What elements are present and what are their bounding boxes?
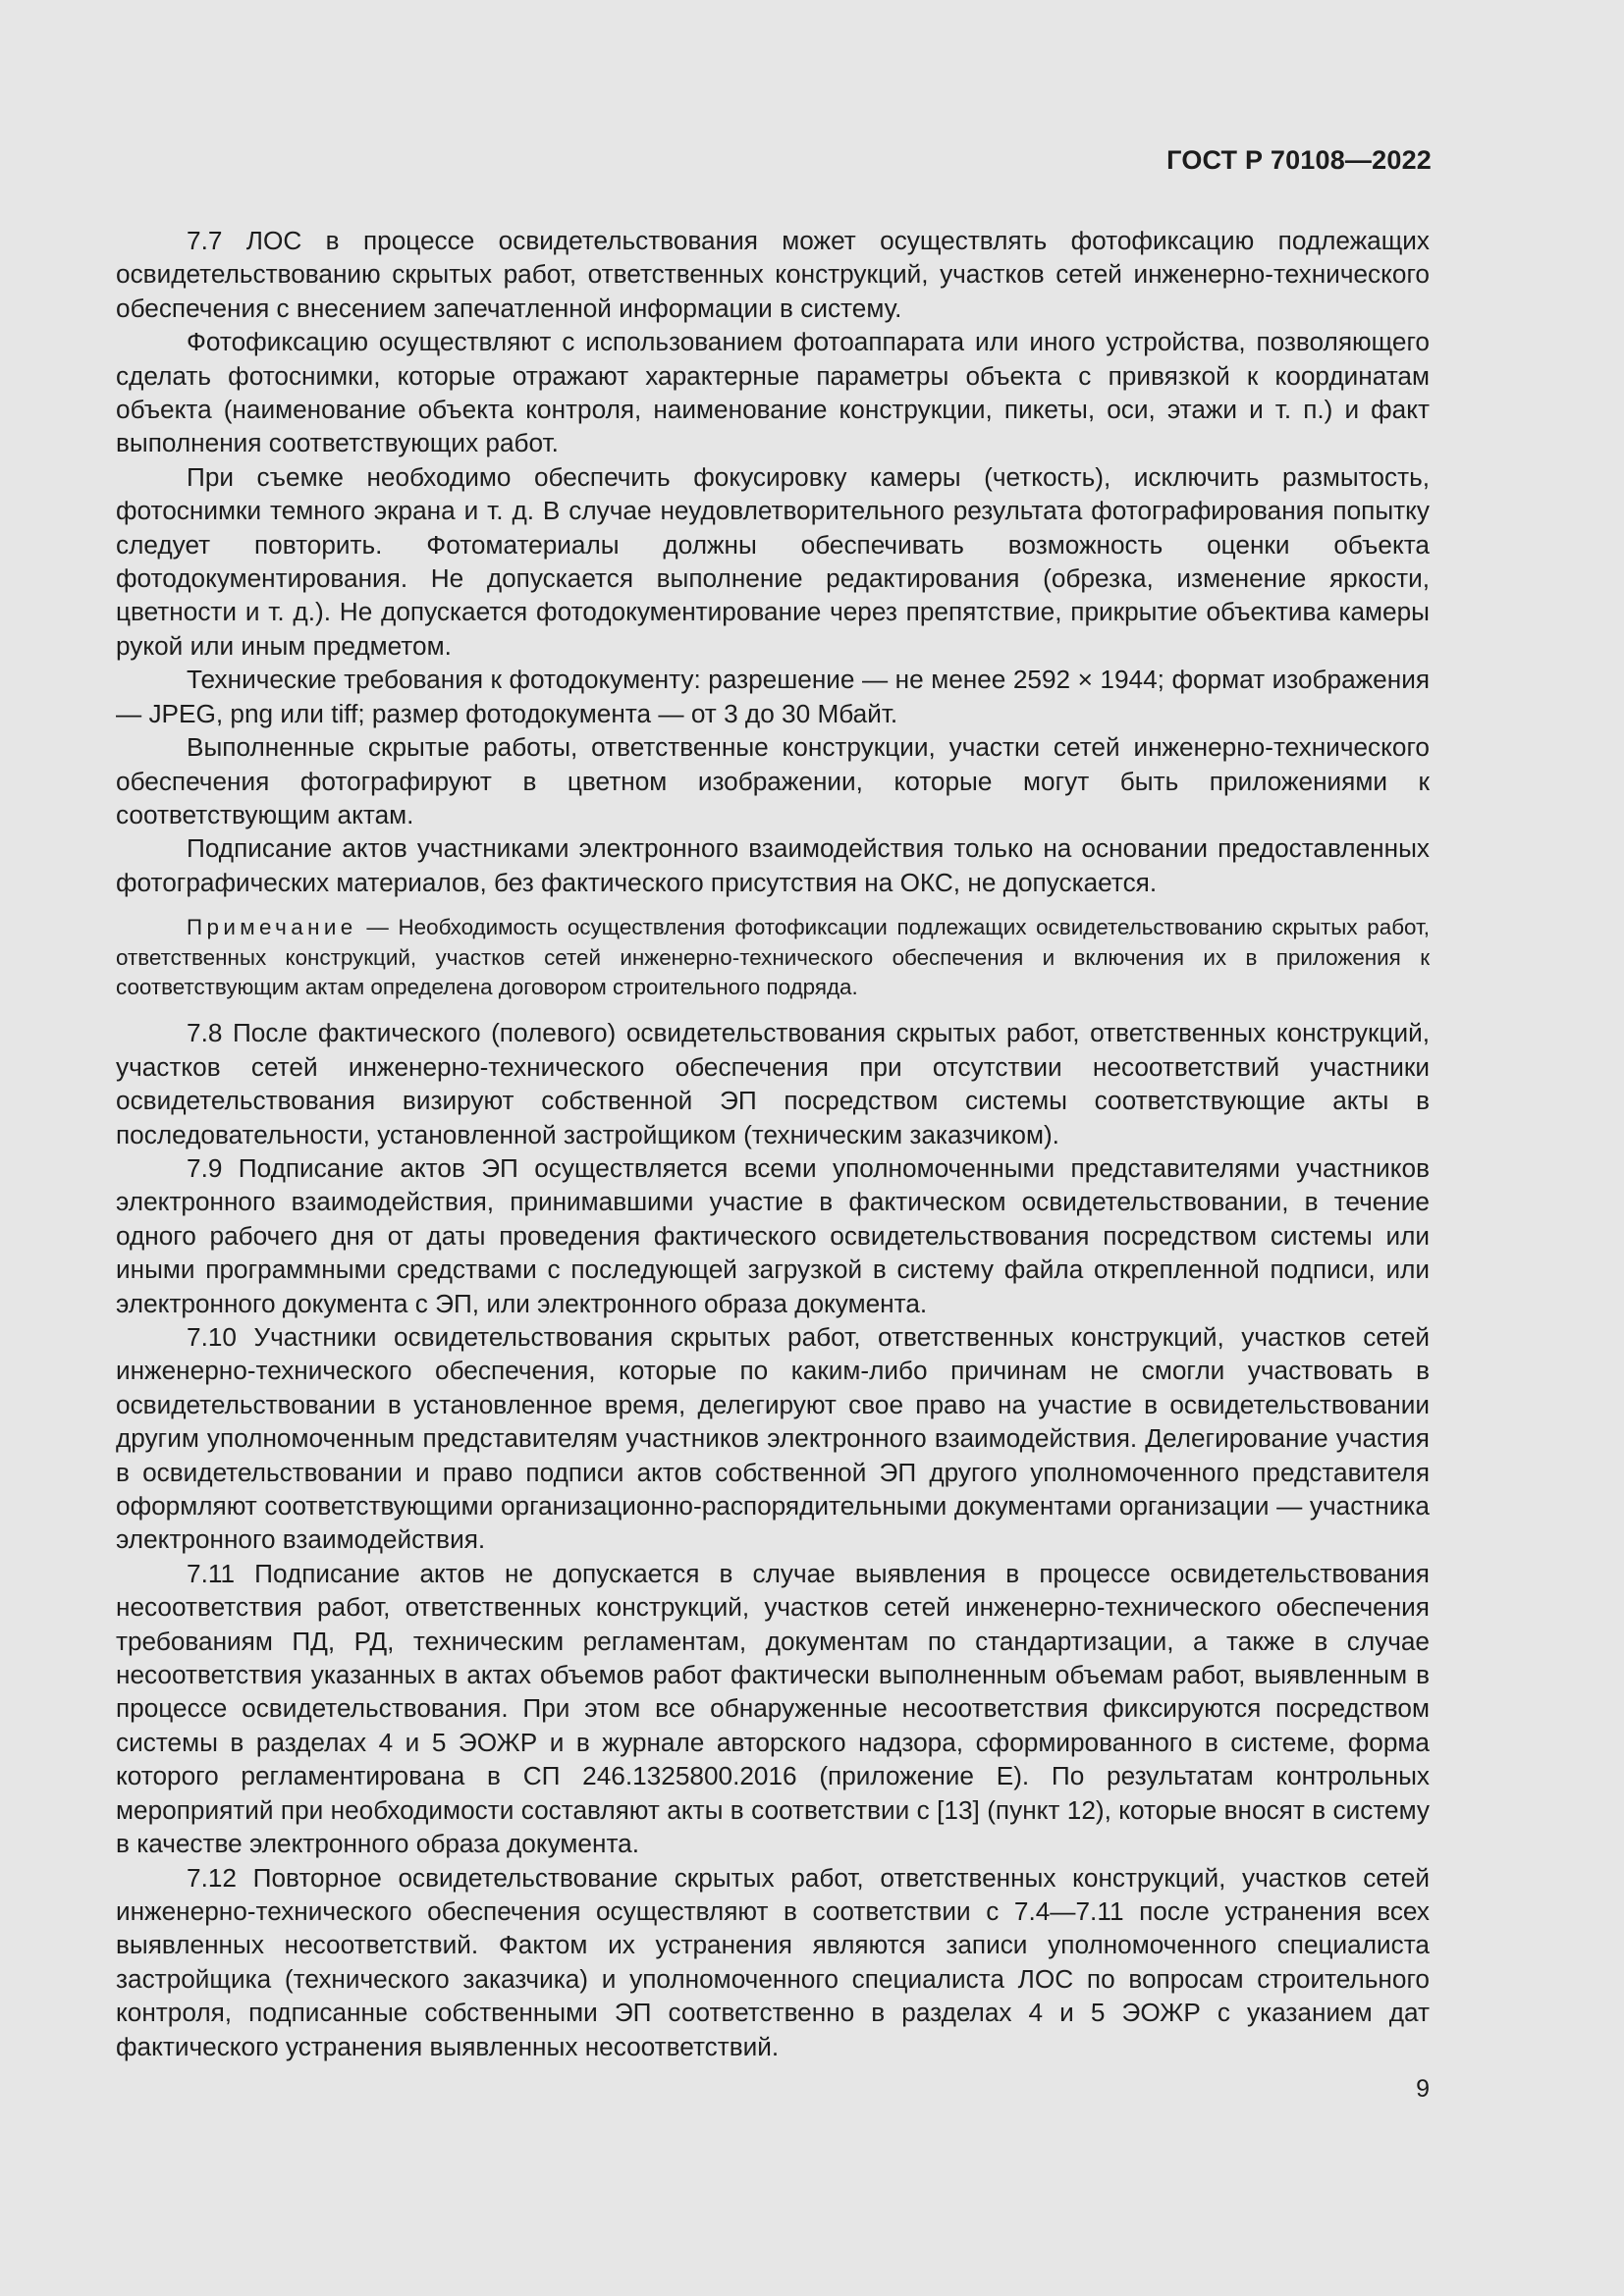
page-number: 9 [1416,2075,1430,2103]
paragraph-7-11: 7.11 Подписание актов не допускается в случае выявления в процессе освидетельствования несоответствия работ, ответственных конструкций, участков сетей инженерно-технического обеспечения требованиям ПД, РД, техническим регламентам, документам по стандартизации, а также в случае несоответствия указанных в актах объемов работ фактически выполненным объемам работ, выявленным в процессе освидетельствования. При этом все обнаруженные несоответствия фиксируются посредством системы в разделах 4 и 5 ЭОЖР и в журнале авторского надзора, сформированного в системе, форма которого регламентирована в СП 246.1325800.2016 (приложение Е). По результатам контрольных мероприятий при необходимости составляют акты в соответствии с [13] (пункт 12), которые вносят в систему в качестве электронного образа документа. [116,1558,1430,1859]
paragraph-7-10: 7.10 Участники освидетельствования скрытых работ, ответственных конструкций, участков сетей инженерно-технического обеспечения, которые по каким-либо причинам не смогли участвовать в освидетельствовании в установленное время, делегируют свое право на участие в освидетельствовании другим уполномоченным представителям участников электронного взаимодействия. Делегирование участия в освидетельствовании и право подписи актов собственной ЭП другого уполномоченного представителя оформляют соответствующими организационно-распорядительными документами организации — участника электронного взаимодействия. [116,1322,1430,1555]
paragraph-7-8: 7.8 После фактического (полевого) освидетельствования скрытых работ, ответственных конструкций, участков сетей инженерно-технического обеспечения при отсутствии несоответствий участники освидетельствования визируют собственной ЭП посредством системы соответствующие акты в последовательности, установленной застройщиком (техническим заказчиком). [116,1018,1430,1149]
paragraph-signing-restriction: Подписание актов участниками электронного взаимодействия только на основании предоставленных фотографических материалов, без фактического присутствия на ОКС, не допускается. [116,833,1430,897]
paragraph-7-12: 7.12 Повторное освидетельствование скрытых работ, ответственных конструкций, участков сетей инженерно-технического обеспечения осуществляют в соответствии с 7.4—7.11 после устранения всех выявленных несоответствий. Фактом их устранения являются записи уполномоченного специалиста застройщика (технического заказчика) и уполномоченного специалиста ЛОС по вопросам строительного контроля, подписанные собственными ЭП соответственно в разделах 4 и 5 ЭОЖР с указанием дат фактического устранения выявленных несоответствий. [116,1862,1430,2061]
paragraph-photofixation-method: Фотофиксацию осуществляют с использованием фотоаппарата или иного устройства, позволяющего сделать фотоснимки, которые отражают характерные параметры объекта с привязкой к координатам объекта (наименование объекта контроля, наименование конструкции, пикеты, оси, этажи и т. п.) и факт выполнения соответствующих работ. [116,327,1430,458]
document-body [116,224,1430,2063]
paragraph-shooting-requirements: При съемке необходимо обеспечить фокусировку камеры (четкость), исключить размытость, фотоснимки темного экрана и т. д. В случае неудовлетворительного результата фотографирования попытку следует повторить. Фотоматериалы должны обеспечивать возможность оценки объекта фотодокументирования. Не допускается выполнение редактирования (обрезка, изменение яркости, цветности и т. д.). Не допускается фотодокументирование через препятствие, прикрытие объектива камеры рукой или иным предметом. [116,461,1430,661]
paragraph-7-7: 7.7 ЛОС в процессе освидетельствования может осуществлять фотофиксацию подлежащих освидетельствованию скрытых работ, ответственных конструкций, участков сетей инженерно-технического обеспечения с внесением запечатленной информации в систему. [116,226,1430,323]
note-label: Примечание [187,915,357,940]
note-block [116,913,1430,1002]
paragraph-technical-requirements: Технические требования к фотодокументу: разрешение — не менее 2592 × 1944; формат изображения — JPEG, png или tiff; размер фотодокумента — от 3 до 30 Мбайт. [116,665,1430,728]
document-header: ГОСТ Р 70108—2022 [1166,145,1432,175]
paragraph-7-9: 7.9 Подписание актов ЭП осуществляется всеми уполномоченными представителями участников электронного взаимодействия, принимавшими участие в фактическом освидетельствовании, в течение одного рабочего дня от даты проведения фактического освидетельствования посредством системы или иными программными средствами с последующей загрузкой в систему файла открепленной подписи, или электронного документа с ЭП, или электронного образа документа. [116,1152,1430,1318]
note-dash: — [356,915,399,940]
paragraph-color-photography: Выполненные скрытые работы, ответственные конструкции, участки сетей инженерно-технического обеспечения фотографируют в цветном изображении, которые могут быть приложениями к соответствующим актам. [116,732,1430,829]
note-text: Необходимость осуществления фотофиксации подлежащих освидетельствованию скрытых работ, ответственных конструкций, участков сетей инженерно-технического обеспечения и включения их в приложения к соответствующим актам определена договором строительного подряда. [116,915,1430,999]
